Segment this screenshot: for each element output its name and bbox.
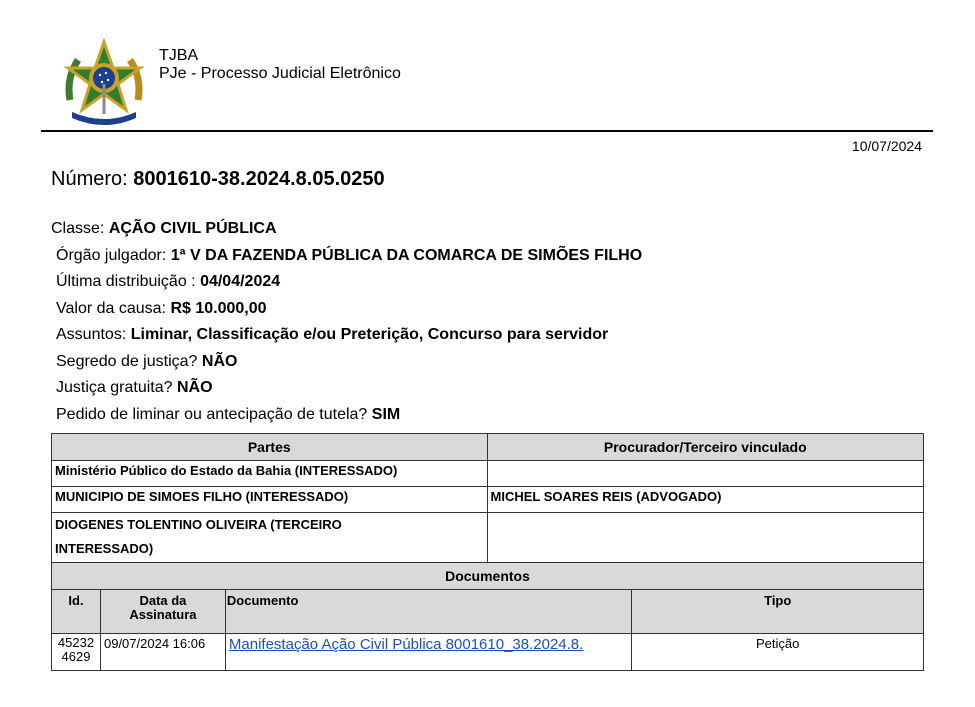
process-info: [51, 216, 642, 428]
valor-row: [51, 296, 642, 323]
segredo-row: [51, 349, 642, 376]
organization-block: [159, 47, 401, 83]
procurador-cell: MICHEL SOARES REIS (ADVOGADO): [487, 487, 923, 513]
doc-id: 452324629: [57, 635, 95, 664]
doc-documento-cell: [225, 634, 632, 671]
table-row: [52, 461, 924, 487]
classe-row: [51, 216, 642, 243]
segredo-label: Segredo de justiça?: [56, 352, 198, 370]
parte-cell: DIOGENES TOLENTINO OLIVEIRA (TERCEIRO INTERESSADO): [52, 513, 488, 564]
brazil-coat-of-arms-icon: [60, 38, 148, 128]
gratuita-value: NÃO: [176, 379, 213, 396]
procurador-cell: [487, 513, 923, 564]
table-row: [52, 513, 924, 564]
documento-header: Documento: [225, 590, 632, 634]
id-header: Id.: [52, 590, 101, 634]
document-date: 10/07/2024: [851, 138, 922, 154]
liminar-row: [51, 402, 642, 429]
classe-label: Classe:: [51, 220, 105, 237]
process-number-value: 8001610-38.2024.8.05.0250: [133, 168, 385, 190]
process-number: [51, 168, 385, 191]
orgao-row: [51, 243, 642, 270]
court-name: TJBA: [159, 47, 199, 64]
documentos-caption-row: [52, 563, 924, 590]
distribuicao-label: Última distribuição :: [56, 273, 196, 290]
liminar-value: SIM: [371, 405, 401, 423]
documentos-header-row: [52, 590, 924, 634]
orgao-label: Órgão julgador:: [56, 246, 167, 264]
page-header: [0, 0, 975, 132]
tipo-header: Tipo: [632, 590, 924, 634]
partes-header-row: [52, 434, 924, 461]
header-divider: [41, 130, 933, 132]
assuntos-label: Assuntos:: [56, 326, 127, 343]
doc-id-cell: [52, 634, 101, 671]
valor-value: R$ 10.000,00: [170, 299, 267, 317]
doc-data-cell: 09/07/2024 16:06: [100, 634, 225, 671]
documentos-table: [51, 562, 924, 671]
data-assinatura-header: [100, 590, 225, 634]
documento-link[interactable]: Manifestação Ação Civil Pública 8001610_38.2024.8.: [228, 636, 584, 653]
partes-header: Partes: [52, 434, 488, 461]
classe-value: AÇÃO CIVIL PÚBLICA: [108, 220, 277, 237]
liminar-label: Pedido de liminar ou antecipação de tutela?: [56, 405, 368, 423]
procurador-header: Procurador/Terceiro vinculado: [487, 434, 923, 461]
gratuita-label: Justiça gratuita?: [56, 379, 173, 396]
valor-label: Valor da causa:: [56, 299, 166, 317]
distribuicao-row: [51, 269, 642, 296]
assuntos-value: Liminar, Classificação e/ou Preterição, Concurso para servidor: [130, 326, 609, 343]
parte-cell: Ministério Público do Estado da Bahia (INTERESSADO): [52, 461, 488, 487]
distribuicao-value: 04/04/2024: [200, 273, 281, 290]
procurador-cell: [487, 461, 923, 487]
partes-table: [51, 433, 924, 564]
documentos-caption: Documentos: [52, 563, 924, 590]
orgao-value: 1ª V DA FAZENDA PÚBLICA DA COMARCA DE SIMÕES FILHO: [170, 246, 643, 264]
table-row: [52, 487, 924, 513]
data-assinatura-header-text: Data da Assinatura: [129, 593, 197, 622]
doc-tipo-cell: Petição: [632, 634, 924, 671]
assuntos-row: [51, 322, 642, 349]
process-number-label: Número:: [51, 168, 128, 190]
system-name: PJe - Processo Judicial Eletrônico: [159, 65, 401, 82]
gratuita-row: [51, 375, 642, 402]
segredo-value: NÃO: [201, 352, 238, 370]
table-row: [52, 634, 924, 671]
parte-cell: MUNICIPIO DE SIMOES FILHO (INTERESSADO): [52, 487, 488, 513]
